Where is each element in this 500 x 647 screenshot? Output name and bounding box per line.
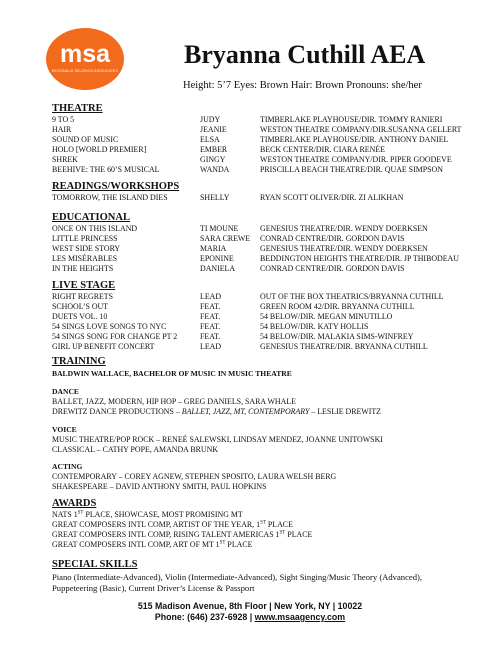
- section-title-educational: EDUCATIONAL: [52, 212, 130, 223]
- award-line: [52, 520, 293, 530]
- credit-venue: WESTON THEATRE COMPANY/DIR.SUSANNA GELLERT: [260, 125, 462, 134]
- training-acting-line: SHAKESPEARE – DAVID ANTHONY SMITH, PAUL HOPKINS: [52, 482, 267, 491]
- award-ordinal: ST: [279, 530, 286, 536]
- credit-role: ELSA: [200, 135, 220, 144]
- section-title-readings: READINGS/WORKSHOPS: [52, 181, 180, 192]
- credit-role: WANDA: [200, 165, 230, 174]
- credit-venue: GENESIUS THEATRE/DIR. WENDY DOERKSEN: [260, 244, 428, 253]
- credit-venue: CONRAD CENTRE/DIR. GORDON DAVIS: [260, 234, 405, 243]
- credit-role: MARIA: [200, 244, 227, 253]
- credit-role: TI MOUNE: [200, 224, 239, 233]
- section-title-awards: AWARDS: [52, 498, 97, 509]
- credit-venue: RYAN SCOTT OLIVER/DIR. ZI ALIKHAN: [260, 193, 404, 202]
- training-acting-title: ACTING: [52, 462, 83, 471]
- credit-role: FEAT.: [200, 312, 221, 321]
- agency-logo: [46, 28, 124, 90]
- credit-show: HOLO [WORLD PREMIER]: [52, 145, 147, 154]
- credit-role: FEAT.: [200, 332, 221, 341]
- credit-role: DANIELA: [200, 264, 236, 273]
- training-voice-line: CLASSICAL – CATHY POPE, AMANDA BRUNK: [52, 445, 219, 454]
- credit-show: TOMORROW, THE ISLAND DIES: [52, 193, 168, 202]
- credit-role: JUDY: [200, 115, 221, 124]
- credit-role: LEAD: [200, 292, 222, 301]
- credit-role: GINGY: [200, 155, 226, 164]
- agency-phone: Phone: (646) 237-6928 |: [154, 612, 255, 622]
- training-degree: BALDWIN WALLACE, BACHELOR OF MUSIC IN MUSIC THEATRE: [52, 369, 292, 378]
- credit-role: SHELLY: [200, 193, 230, 202]
- credit-venue: 54 BELOW/DIR. MEGAN MINUTILLO: [260, 312, 393, 321]
- credit-venue: GENESIUS THEATRE/DIR. BRYANNA CUTHILL: [260, 342, 428, 351]
- performer-name: Bryanna Cuthill AEA: [184, 40, 426, 69]
- credit-role: JEANIE: [200, 125, 227, 134]
- credit-venue: TIMBERLAKE PLAYHOUSE/DIR. ANTHONY DANIEL: [260, 135, 449, 144]
- skills-line: Piano (Intermediate-Advanced), Violin (Intermediate-Advanced), Sight Singing/Music Theory (Advanced),: [52, 572, 423, 582]
- section-title-theatre: THEATRE: [52, 103, 103, 114]
- logo-text: msa: [59, 40, 111, 68]
- section-title-special-skills: SPECIAL SKILLS: [52, 559, 138, 570]
- agency-address: 515 Madison Avenue, 8th Floor | New York, NY | 10022: [137, 601, 363, 611]
- credit-show: GIRL UP BENEFIT CONCERT: [52, 342, 155, 351]
- award-ordinal: ST: [219, 540, 226, 546]
- training-dance-line: [52, 407, 381, 417]
- training-voice-title: VOICE: [52, 425, 77, 434]
- performer-stats: Height: 5’7 Eyes: Brown Hair: Brown Pronouns: she/her: [183, 80, 422, 91]
- training-acting-line: CONTEMPORARY – COREY AGNEW, STEPHEN SPOSITO, LAURA WELSH BERG: [52, 472, 337, 481]
- award-text: PLACE: [225, 540, 253, 549]
- training-dance-title: DANCE: [52, 387, 80, 396]
- credit-venue: BECK CENTER/DIR. CIARA RENÉE: [260, 145, 385, 154]
- logo-tagline: MCDONALD SELZNICK ASSOCIATES: [51, 69, 119, 73]
- credit-show: LITTLE PRINCESS: [52, 234, 118, 243]
- section-title-live-stage: LIVE STAGE: [52, 280, 116, 291]
- award-text: NATS 1: [52, 510, 78, 519]
- credit-show: SOUND OF MUSIC: [52, 135, 119, 144]
- award-ordinal: ST: [77, 510, 84, 516]
- dance-styles: BALLET, JAZZ, MT, CONTEMPORARY: [181, 407, 310, 416]
- credit-show: BEEHIVE: THE 60’S MUSICAL: [52, 165, 160, 174]
- award-line: [52, 530, 312, 540]
- credit-show: ONCE ON THIS ISLAND: [52, 224, 138, 233]
- award-text: GREAT COMPOSERS INTL COMP, RISING TALENT AMERICAS 1: [52, 530, 280, 539]
- credit-show: LES MISÉRABLES: [52, 254, 118, 263]
- section-title-training: TRAINING: [52, 356, 106, 367]
- award-text: PLACE: [285, 530, 313, 539]
- credit-venue: 54 BELOW/DIR. MALAKIA SIMS-WINFREY: [260, 332, 414, 341]
- credit-show: 54 SINGS LOVE SONGS TO NYC: [52, 322, 167, 331]
- credit-venue: GENESIUS THEATRE/DIR. WENDY DOERKSEN: [260, 224, 428, 233]
- award-line: [52, 510, 243, 520]
- credit-show: SHREK: [52, 155, 78, 164]
- credit-show: 54 SINGS SONG FOR CHANGE PT 2: [52, 332, 178, 341]
- award-text: PLACE, SHOWCASE, MOST PROMISING MT: [83, 510, 243, 519]
- skills-line: Puppeteering (Basic), Current Driver’s License & Passport: [52, 583, 255, 593]
- credit-show: 9 TO 5: [52, 115, 75, 124]
- credit-show: RIGHT REGRETS: [52, 292, 114, 301]
- award-text: GREAT COMPOSERS INTL COMP, ART OF MT 1: [52, 540, 220, 549]
- credit-role: SARA CREWE: [200, 234, 251, 243]
- credit-show: HAIR: [52, 125, 72, 134]
- credit-venue: GREEN ROOM 42/DIR. BRYANNA CUTHILL: [260, 302, 415, 311]
- agency-website-link[interactable]: www.msaagency.com: [254, 612, 346, 622]
- credit-venue: WESTON THEATRE COMPANY/DIR. PIPER GOODEVE: [260, 155, 452, 164]
- credit-role: EMBER: [200, 145, 228, 154]
- award-ordinal: ST: [260, 520, 266, 526]
- credit-venue: 54 BELOW/DIR. KATY HOLLIS: [260, 322, 369, 331]
- credit-show: IN THE HEIGHTS: [52, 264, 114, 273]
- credit-show: DUETS VOL. 10: [52, 312, 108, 321]
- credit-role: FEAT.: [200, 302, 221, 311]
- credit-venue: BEDDINGTON HEIGHTS THEATRE/DIR. JP THIBODEAU: [260, 254, 459, 263]
- training-dance-line: BALLET, JAZZ, MODERN, HIP HOP – GREG DANIELS, SARA WHALE: [52, 397, 296, 406]
- credit-venue: PRISCILLA BEACH THEATRE/DIR. QUAE SIMPSON: [260, 165, 443, 174]
- credit-role: FEAT.: [200, 322, 221, 331]
- credit-show: SCHOOL’S OUT: [52, 302, 109, 311]
- dance-studio: DREWITZ DANCE PRODUCTIONS –: [52, 407, 182, 416]
- credit-venue: CONRAD CENTRE/DIR. GORDON DAVIS: [260, 264, 405, 273]
- training-voice-line: MUSIC THEATRE/POP ROCK – RENEÉ SALEWSKI, LINDSAY MENDEZ, JOANNE UNITOWSKI: [52, 435, 383, 444]
- award-line: [52, 540, 252, 550]
- credit-role: EPONINE: [200, 254, 234, 263]
- dance-teacher: – LESLIE DREWITZ: [309, 407, 381, 416]
- award-text: PLACE: [265, 520, 293, 529]
- award-text: GREAT COMPOSERS INTL COMP, ARTIST OF THE YEAR, 1: [52, 520, 261, 529]
- credit-venue: OUT OF THE BOX THEATRICS/BRYANNA CUTHILL: [260, 292, 444, 301]
- credit-role: LEAD: [200, 342, 222, 351]
- credit-show: WEST SIDE STORY: [52, 244, 121, 253]
- credit-venue: TIMBERLAKE PLAYHOUSE/DIR. TOMMY RANIERI: [260, 115, 443, 124]
- agency-contact: [0, 612, 500, 622]
